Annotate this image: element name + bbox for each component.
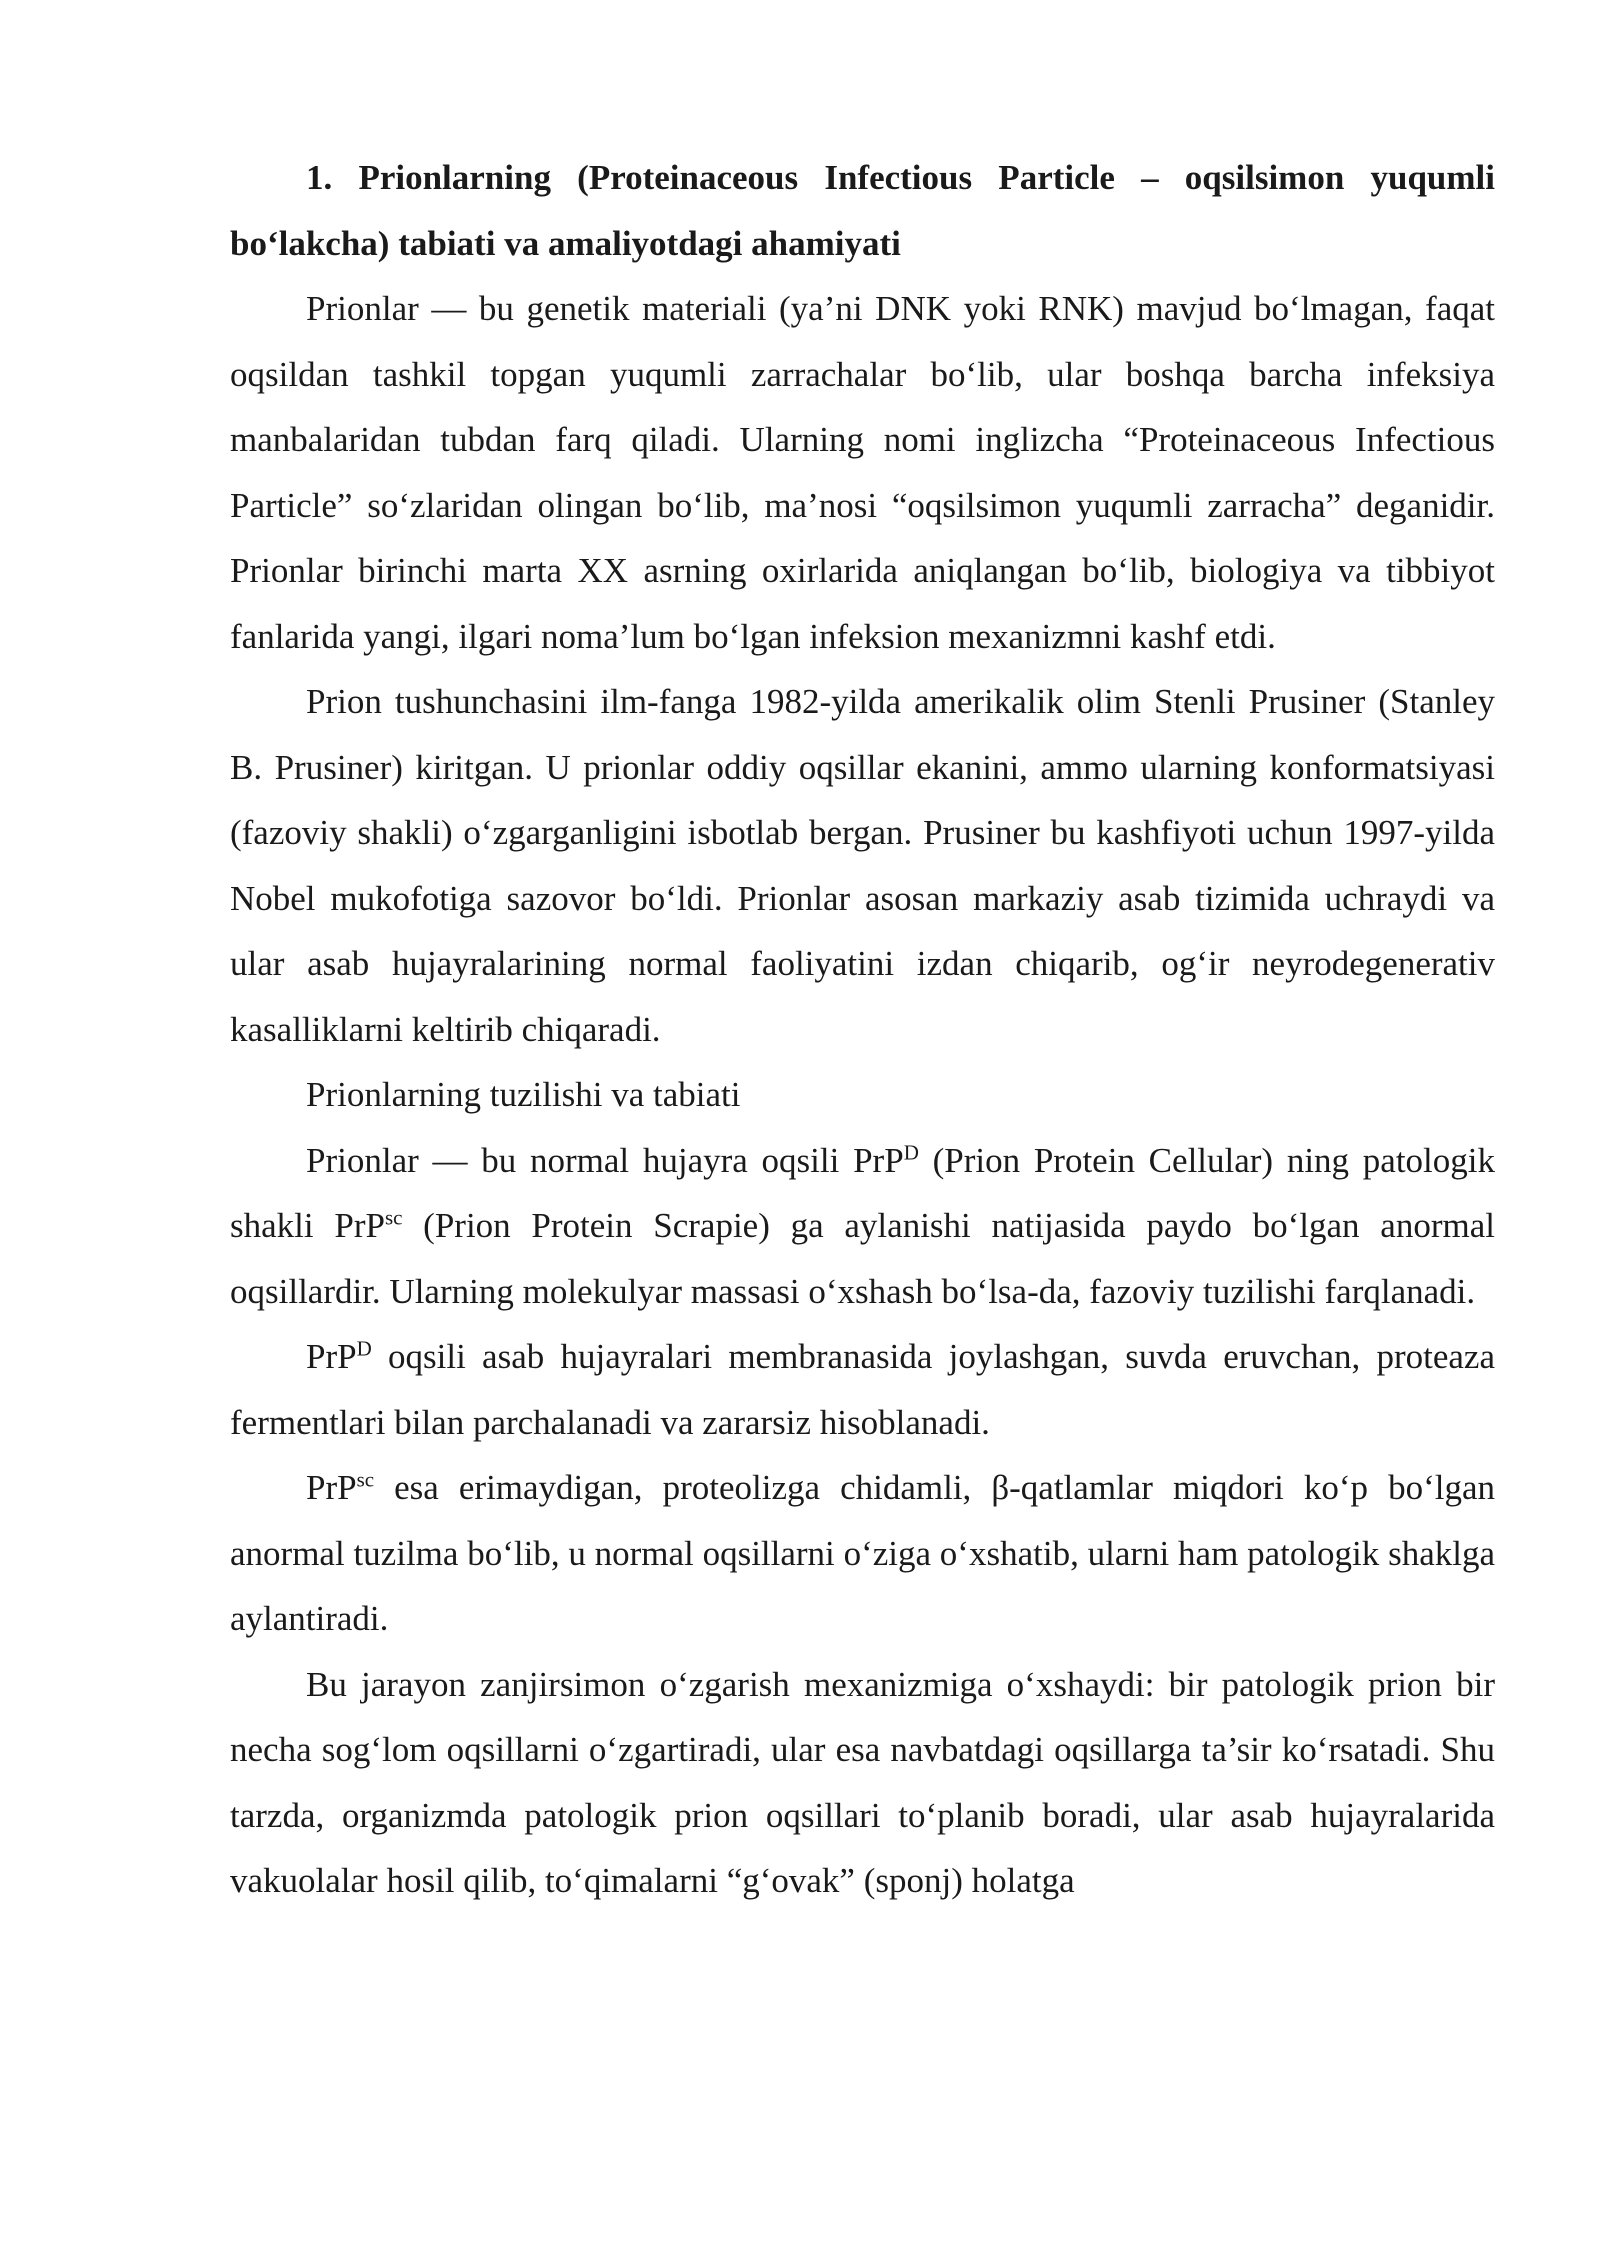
paragraph-prion-conversion — [230, 1128, 1495, 1325]
text-segment: Prionlar — bu normal hujayra oqsili PrP — [306, 1140, 904, 1180]
paragraph-prusiner-history: Prion tushunchasini ilm-fanga 1982-yilda amerikalik olim Stenli Prusiner (Stanley B. Prusiner) kiritgan. U prionlar oddiy oqsillar ekanini, ammo ularning konformatsiyasi (fazoviy shakli) o‘zgarganligini isbotlab bergan. Prusiner bu kashfiyoti uchun 1997-yilda Nobel mukofotiga sazovor bo‘ldi. Prionlar asosan markaziy asab tizimida uchraydi va ular asab hujayralarining normal faoliyatini izdan chiqarib, og‘ir neyrodegenerativ kasalliklarni keltirib chiqaradi. — [230, 682, 1495, 1049]
section-heading: 1. Prionlarning (Proteinaceous Infectious Particle – oqsilsimon yuqumli bo‘lakcha) tabiati va amaliyotdagi ahamiyati — [230, 158, 1495, 263]
text-segment: PrP — [306, 1468, 357, 1507]
text-segment: PrP — [306, 1337, 357, 1376]
superscript: D — [356, 1336, 372, 1361]
text-segment: (Prion Protein Scrapie) ga aylanishi natijasida paydo bo‘lgan anormal oqsillardir. Ularning molekulyar massasi o‘xshash bo‘lsa-da, fazoviy tuzilishi farqlanadi. — [230, 1206, 1495, 1311]
superscript: sc — [384, 1205, 403, 1230]
subheading-structure: Prionlarning tuzilishi va tabiati — [306, 1075, 741, 1114]
paragraph-prpd-properties — [230, 1324, 1495, 1455]
paragraph-prpsc-properties — [230, 1455, 1495, 1652]
paragraph-prion-definition: Prionlar — bu genetik materiali (ya’ni DNK yoki RNK) mavjud bo‘lmagan, faqat oqsildan tashkil topgan yuqumli zarrachalar bo‘lib, ular boshqa barcha infeksiya manbalaridan tubdan farq qiladi. Ularning nomi inglizcha “Proteinaceous Infectious Particle” so‘zlaridan olingan bo‘lib, ma’nosi “oqsilsimon yuqumli zarracha” deganidir. Prionlar birinchi marta XX asrning oxirlarida aniqlangan bo‘lib, biologiya va tibbiyot fanlarida yangi, ilgari noma’lum bo‘lgan infeksion mexanizmni kashf etdi. — [230, 289, 1495, 656]
text-segment: oqsili asab hujayralari membranasida joylashgan, suvda eruvchan, proteaza fermentlari bilan parchalanadi va zararsiz hisoblanadi. — [230, 1337, 1495, 1442]
superscript: D — [903, 1139, 919, 1164]
superscript: sc — [356, 1467, 375, 1492]
text-segment: (Prion Protein Cellular) ning patologik shakli PrP — [230, 1140, 1495, 1245]
document-page — [230, 145, 1495, 1914]
paragraph-chain-mechanism: Bu jarayon zanjirsimon o‘zgarish mexanizmiga o‘xshaydi: bir patologik prion bir necha sog‘lom oqsillarni o‘zgartiradi, ular esa navbatdagi oqsillarga ta’sir ko‘rsatadi. Shu tarzda, organizmda patologik prion oqsillari to‘planib boradi, ular asab hujayralarida vakuolalar hosil qilib, to‘qimalarni “g‘ovak” (sponj) holatga — [230, 1664, 1495, 1900]
text-segment: esa erimaydigan, proteolizga chidamli, β-qatlamlar miqdori ko‘p bo‘lgan anormal tuzilma bo‘lib, u normal oqsillarni o‘ziga o‘xshatib, ularni ham patologik shaklga aylantiradi. — [230, 1468, 1495, 1638]
